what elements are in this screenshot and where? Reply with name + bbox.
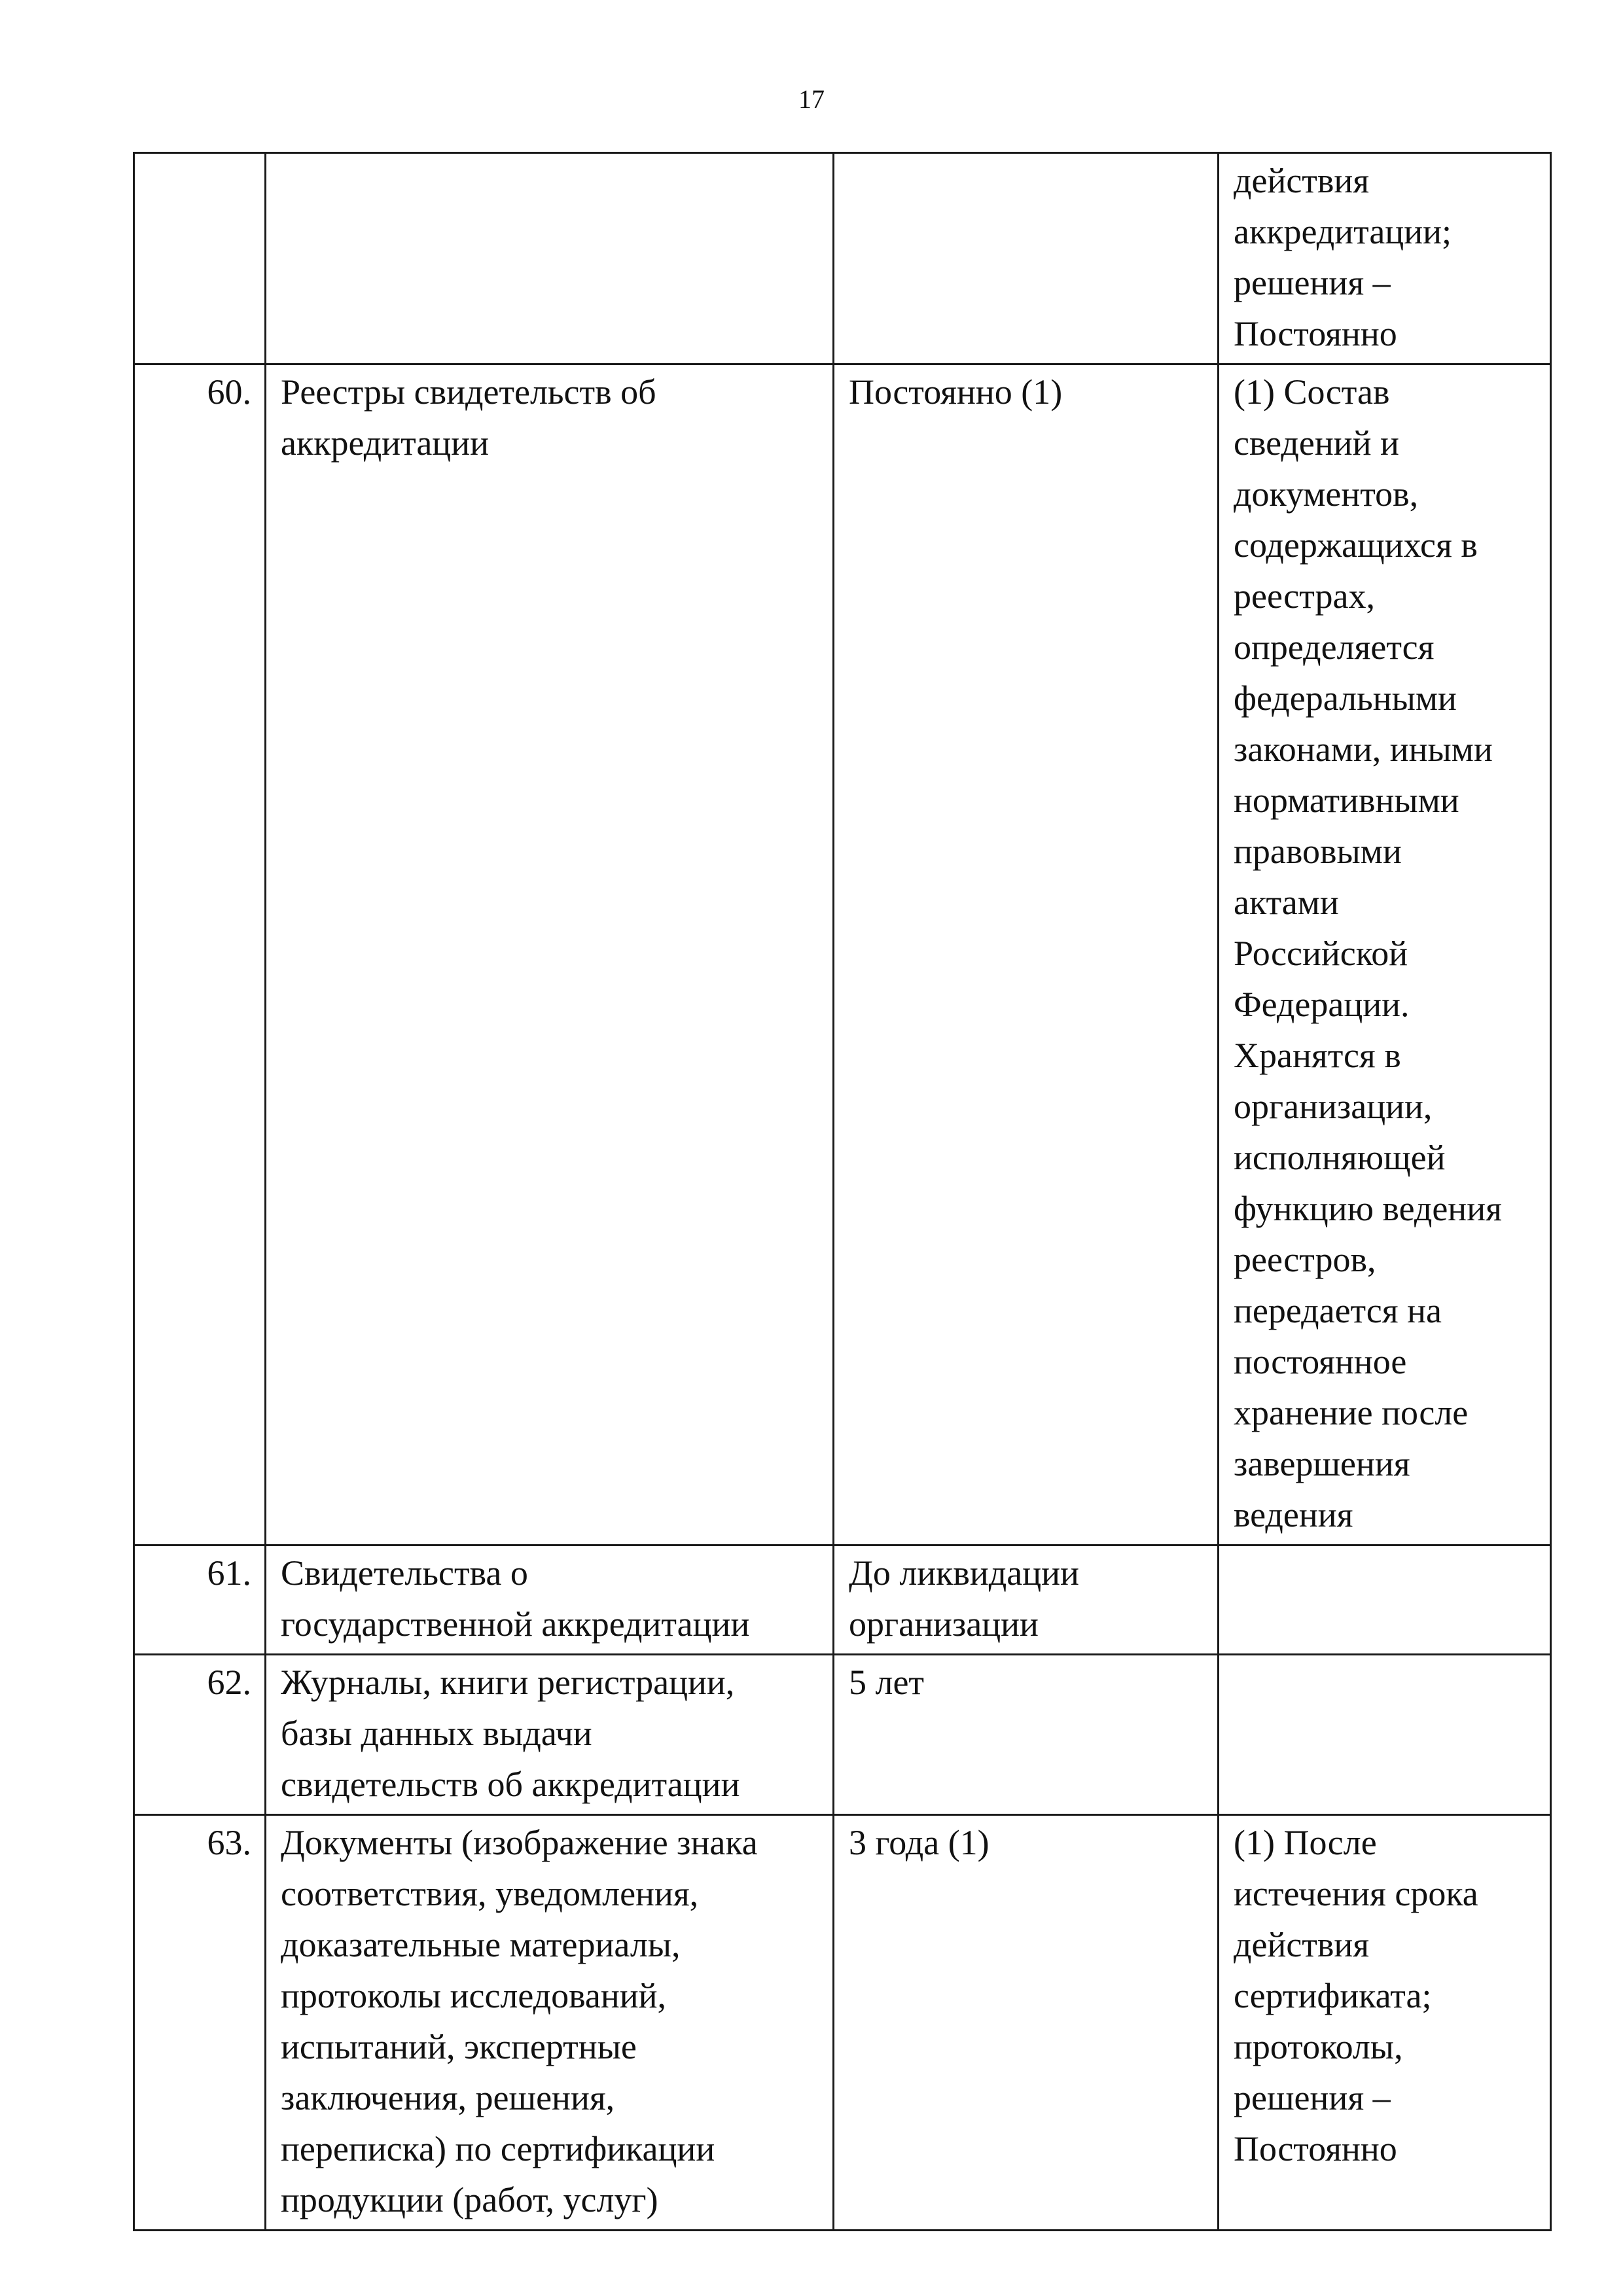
- cell-text-line: передается на: [1234, 1291, 1442, 1330]
- cell-text-line: завершения: [1234, 1444, 1410, 1483]
- cell-text-line: актами: [1234, 883, 1339, 922]
- cell-text-line: 5 лет: [849, 1663, 925, 1702]
- cell-text-line: действия: [1234, 1925, 1370, 1964]
- cell-text-line: свидетельств об аккредитации: [281, 1765, 740, 1804]
- notes-cell: [1219, 1815, 1551, 2231]
- cell-text-line: решения –: [1234, 263, 1391, 302]
- cell-text-line: организации: [849, 1604, 1039, 1644]
- cell-text-line: базы данных выдачи: [281, 1714, 592, 1753]
- cell-text-line: (1) Состав: [1234, 372, 1390, 412]
- cell-text-line: определяется: [1234, 627, 1435, 667]
- item-number-cell: 61.: [134, 1545, 266, 1655]
- cell-text-line: действия: [1234, 161, 1370, 200]
- cell-text-line: организации,: [1234, 1087, 1433, 1126]
- cell-text-line: протоколы,: [1234, 2027, 1403, 2066]
- cell-text-line: Хранятся в: [1234, 1036, 1401, 1075]
- document-type-cell: [266, 1545, 834, 1655]
- cell-text-line: сертификата;: [1234, 1976, 1432, 2015]
- cell-text-line: истечения срока: [1234, 1874, 1478, 1913]
- records-retention-table: [133, 152, 1552, 2231]
- cell-text-line: заключения, решения,: [281, 2078, 615, 2117]
- cell-text-line: аккредитации: [281, 423, 489, 463]
- item-number-cell: 60.: [134, 364, 266, 1545]
- page-number: 17: [798, 84, 825, 114]
- cell-text-line: продукции (работ, услуг): [281, 2180, 658, 2219]
- cell-text-line: функцию ведения: [1234, 1189, 1502, 1228]
- cell-text-line: доказательные материалы,: [281, 1925, 681, 1964]
- table-row: [134, 364, 1551, 1545]
- cell-text-line: содержащихся в: [1234, 525, 1478, 565]
- retention-term-cell: [834, 1545, 1219, 1655]
- cell-text-line: переписка) по сертификации: [281, 2129, 715, 2168]
- cell-text-line: соответствия, уведомления,: [281, 1874, 699, 1913]
- cell-text-line: Свидетельства о: [281, 1553, 528, 1593]
- cell-text-line: решения –: [1234, 2078, 1391, 2117]
- cell-text-line: федеральными: [1234, 679, 1457, 718]
- table-row: [134, 1545, 1551, 1655]
- cell-text-line: государственной аккредитации: [281, 1604, 750, 1644]
- document-type-cell: [266, 364, 834, 1545]
- document-type-cell: [266, 1655, 834, 1815]
- cell-text-line: сведений и: [1234, 423, 1399, 463]
- item-number-cell: [134, 153, 266, 364]
- notes-cell: [1219, 1655, 1551, 1815]
- cell-text-line: постоянное: [1234, 1342, 1407, 1381]
- cell-text-line: хранение после: [1234, 1393, 1469, 1432]
- table-body: [134, 153, 1551, 2231]
- cell-text-line: нормативными: [1234, 781, 1459, 820]
- notes-cell: [1219, 1545, 1551, 1655]
- document-type-cell: [266, 1815, 834, 2231]
- item-number-cell: 63.: [134, 1815, 266, 2231]
- cell-text-line: Журналы, книги регистрации,: [281, 1663, 735, 1702]
- cell-text-line: реестрах,: [1234, 576, 1375, 616]
- retention-term-cell: [834, 153, 1219, 364]
- cell-text-line: 3 года (1): [849, 1823, 990, 1862]
- cell-text-line: Постоянно: [1234, 2129, 1397, 2168]
- item-number-cell: 62.: [134, 1655, 266, 1815]
- table-row: [134, 153, 1551, 364]
- cell-text-line: Реестры свидетельств об: [281, 372, 656, 412]
- cell-text-line: исполняющей: [1234, 1138, 1446, 1177]
- cell-text-line: Федерации.: [1234, 985, 1410, 1024]
- cell-text-line: Постоянно (1): [849, 372, 1063, 412]
- cell-text-line: Документы (изображение знака: [281, 1823, 758, 1862]
- retention-term-cell: [834, 1815, 1219, 2231]
- cell-text-line: аккредитации;: [1234, 212, 1452, 251]
- cell-text-line: документов,: [1234, 474, 1419, 514]
- cell-text-line: (1) После: [1234, 1823, 1377, 1862]
- cell-text-line: ведения: [1234, 1495, 1353, 1534]
- cell-text-line: реестров,: [1234, 1240, 1376, 1279]
- cell-text-line: протоколы исследований,: [281, 1976, 667, 2015]
- cell-text-line: Российской: [1234, 934, 1408, 973]
- cell-text-line: правовыми: [1234, 832, 1402, 871]
- cell-text-line: законами, иными: [1234, 730, 1493, 769]
- table-row: [134, 1655, 1551, 1815]
- notes-cell: [1219, 364, 1551, 1545]
- retention-term-cell: [834, 1655, 1219, 1815]
- cell-text-line: испытаний, экспертные: [281, 2027, 637, 2066]
- document-type-cell: [266, 153, 834, 364]
- cell-text-line: До ликвидации: [849, 1553, 1079, 1593]
- notes-cell: [1219, 153, 1551, 364]
- retention-term-cell: [834, 364, 1219, 1545]
- cell-text-line: Постоянно: [1234, 314, 1397, 353]
- table-row: [134, 1815, 1551, 2231]
